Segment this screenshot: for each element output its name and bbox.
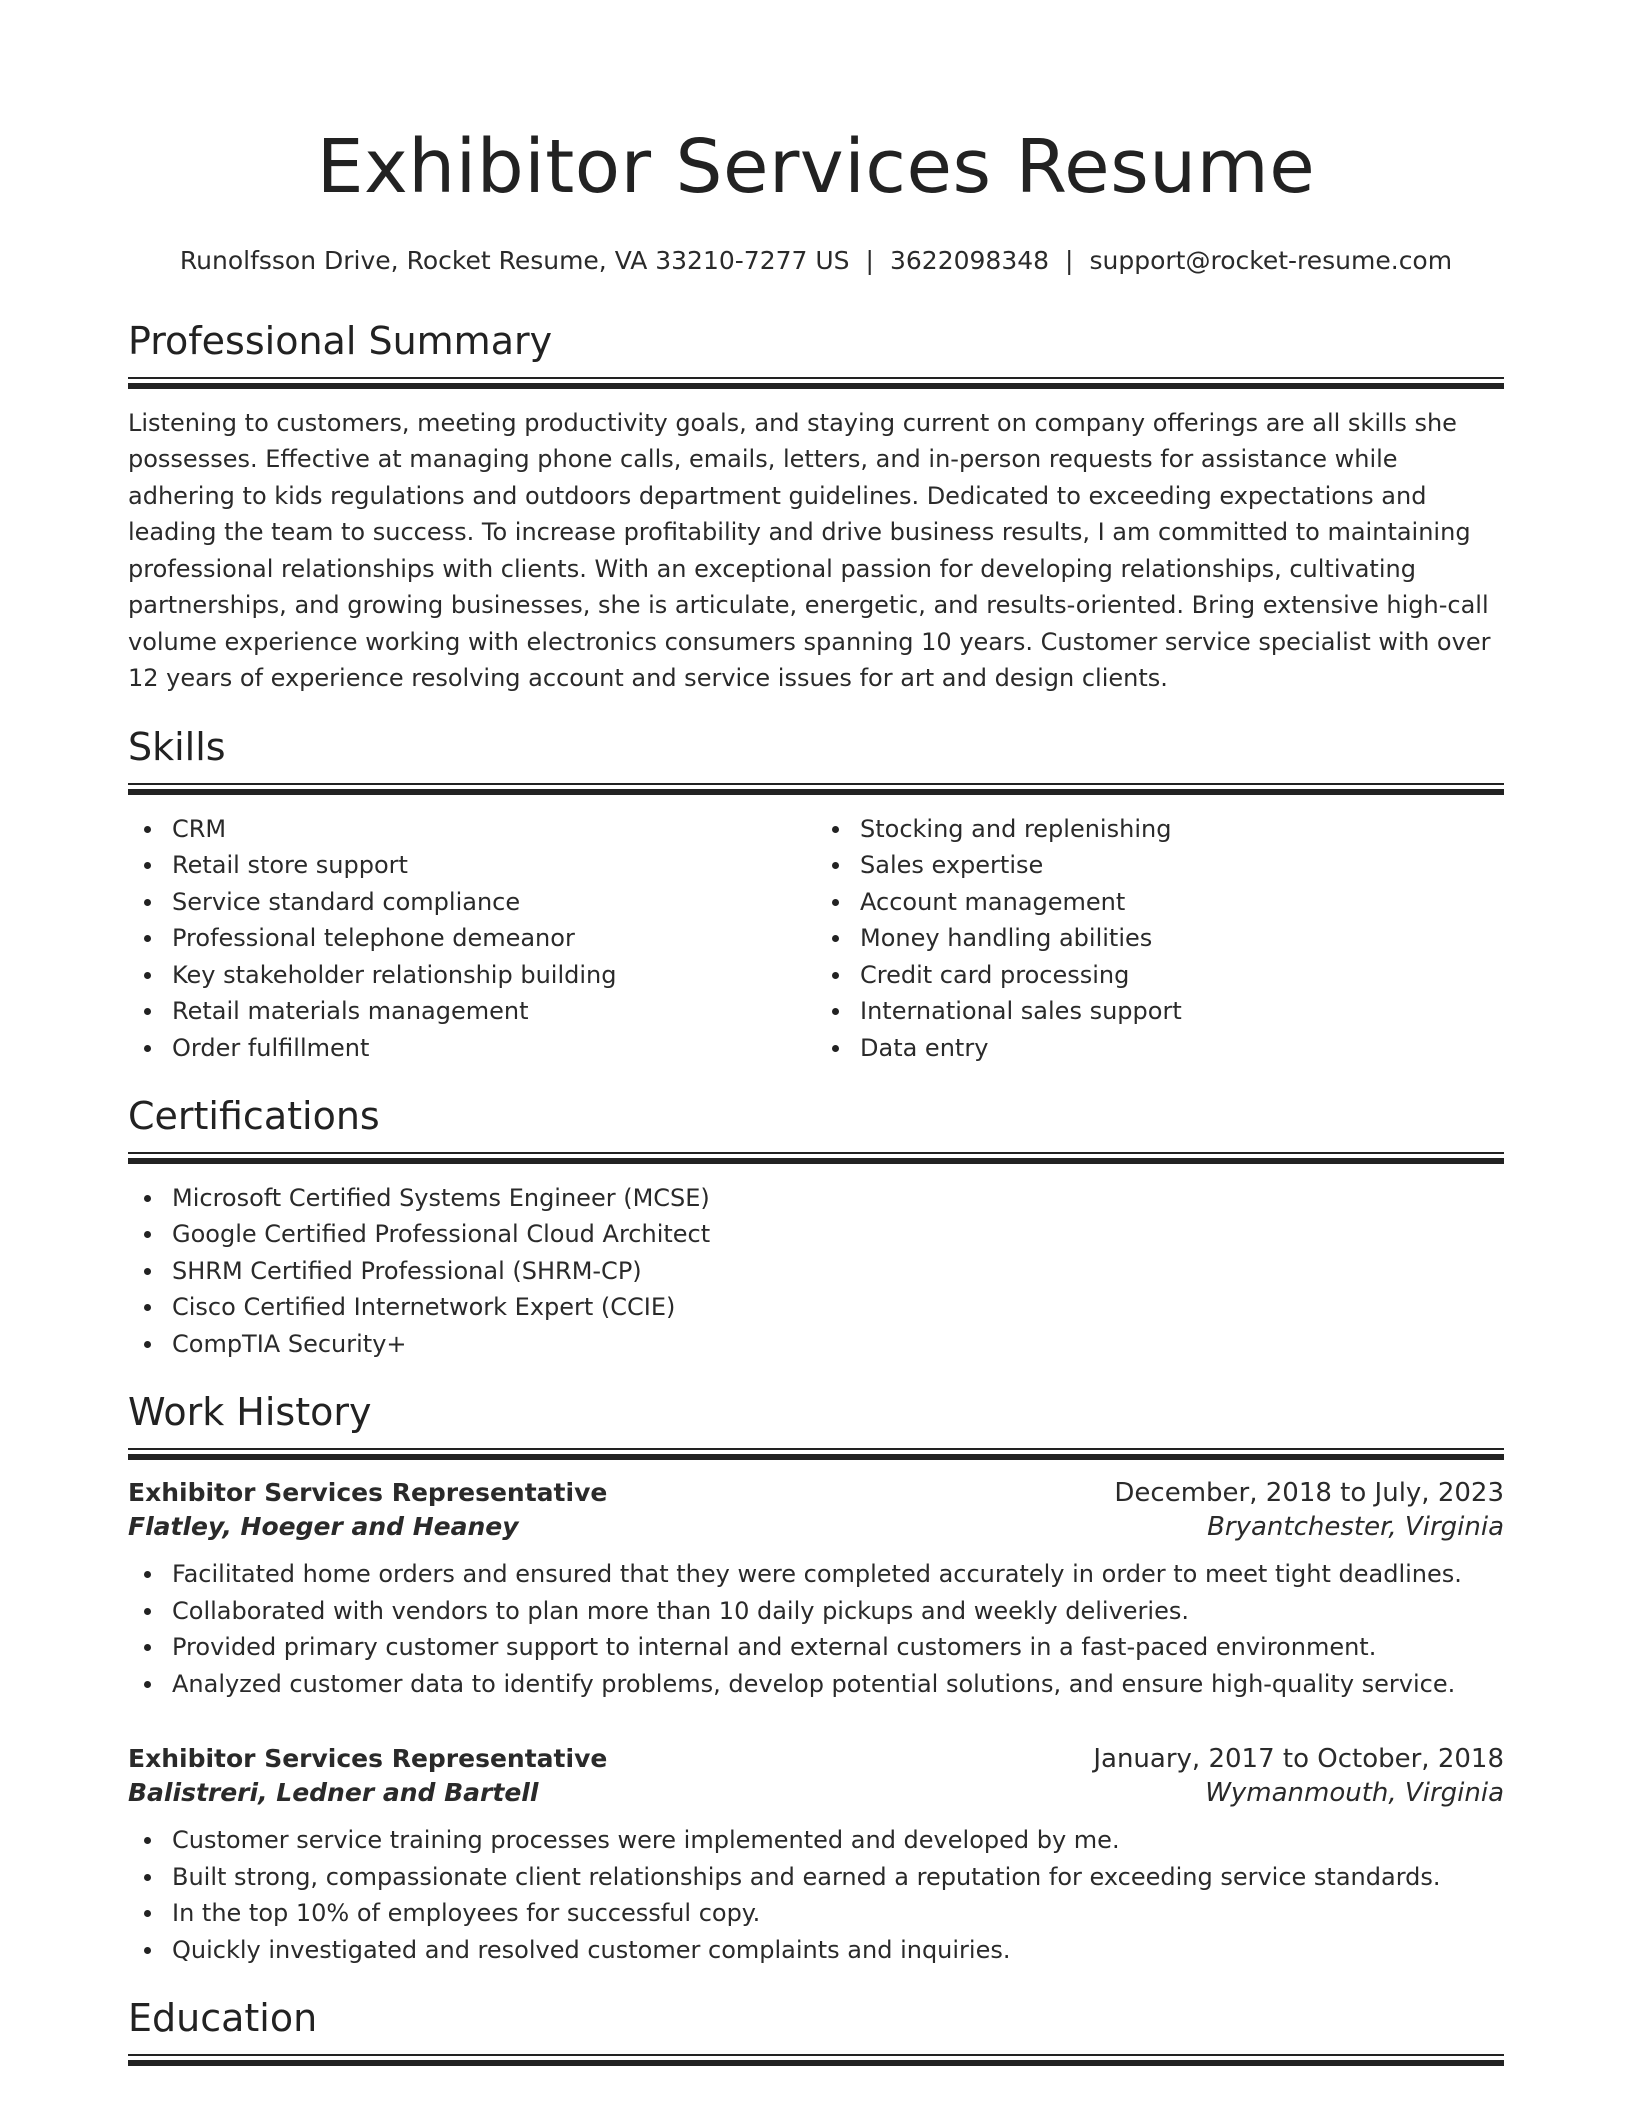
skills-list-left: [128, 811, 816, 1067]
certification-item: Google Certified Professional Cloud Architect: [172, 1216, 1504, 1253]
job-header-row: [128, 1744, 1504, 1774]
education-heading: Education: [128, 1996, 318, 2041]
contact-phone: 3622098348: [889, 246, 1050, 275]
job-dates: January, 2017 to October, 2018: [1093, 1744, 1504, 1775]
skill-item: CRM: [172, 811, 816, 848]
certification-item: Cisco Certified Internetwork Expert (CCIE): [172, 1289, 1504, 1326]
skill-item: Money handling abilities: [860, 920, 1504, 957]
job-bullet: Facilitated home orders and ensured that they were completed accurately in order to meet tight deadlines.: [172, 1556, 1504, 1593]
contact-line: [128, 246, 1504, 275]
skill-item: Retail materials management: [172, 993, 816, 1030]
work-history-section: [128, 1392, 1504, 1968]
job-bullet: Provided primary customer support to internal and external customers in a fast-paced environment.: [172, 1629, 1504, 1666]
skill-item: Account management: [860, 884, 1504, 921]
resume-title: Exhibitor Services Resume: [316, 124, 1316, 210]
job-bullet: Built strong, compassionate client relationships and earned a reputation for exceeding service standards.: [172, 1859, 1504, 1896]
skill-item: Credit card processing: [860, 957, 1504, 994]
skill-item: Professional telephone demeanor: [172, 920, 816, 957]
job-location: Wymanmouth, Virginia: [1205, 1778, 1504, 1809]
contact-separator: |: [1065, 246, 1074, 275]
job-dates: December, 2018 to July, 2023: [1114, 1478, 1504, 1509]
certification-item: Microsoft Certified Systems Engineer (MCSE): [172, 1180, 1504, 1217]
job-header-row: [128, 1478, 1504, 1508]
job-entry: [128, 1478, 1504, 1702]
certifications-section: [128, 1096, 1504, 1362]
skills-list-right: [816, 811, 1504, 1067]
job-location: Bryantchester, Virginia: [1207, 1512, 1504, 1543]
job-title: Exhibitor Services Representative: [128, 1478, 608, 1508]
skill-item: Data entry: [860, 1030, 1504, 1067]
section-divider: [128, 1152, 1504, 1164]
skill-item: International sales support: [860, 993, 1504, 1030]
section-divider: [128, 1448, 1504, 1460]
job-company-row: [128, 1512, 1504, 1542]
certifications-list: [128, 1180, 1504, 1363]
section-divider: [128, 783, 1504, 795]
skills-section: [128, 724, 1504, 1066]
job-bullet: Customer service training processes were implemented and developed by me.: [172, 1822, 1504, 1859]
skills-column-left: [128, 811, 816, 1067]
job-company-row: [128, 1778, 1504, 1808]
job-title: Exhibitor Services Representative: [128, 1744, 608, 1774]
job-company: Balistreri, Ledner and Bartell: [128, 1778, 539, 1808]
skills-heading: Skills: [128, 724, 226, 769]
skill-item: Order fulfillment: [172, 1030, 816, 1067]
skill-item: Service standard compliance: [172, 884, 816, 921]
certification-item: CompTIA Security+: [172, 1326, 1504, 1363]
summary-section: [128, 321, 1504, 697]
skills-column-right: [816, 811, 1504, 1067]
contact-email: support@rocket-resume.com: [1089, 246, 1453, 275]
job-company: Flatley, Hoeger and Heaney: [128, 1512, 519, 1542]
section-divider: [128, 2054, 1504, 2066]
contact-separator: |: [865, 246, 874, 275]
section-divider: [128, 377, 1504, 389]
skill-item: Sales expertise: [860, 847, 1504, 884]
job-bullet: Analyzed customer data to identify problems, develop potential solutions, and ensure high-quality service.: [172, 1666, 1504, 1703]
education-section: [128, 1998, 1504, 2066]
skill-item: Stocking and replenishing: [860, 811, 1504, 848]
job-bullets: [128, 1822, 1504, 1968]
job-bullet: In the top 10% of employees for successful copy.: [172, 1895, 1504, 1932]
job-entry: [128, 1744, 1504, 1968]
contact-address: Runolfsson Drive, Rocket Resume, VA 33210-7277 US: [179, 246, 850, 275]
job-bullet: Quickly investigated and resolved customer complaints and inquiries.: [172, 1932, 1504, 1969]
certification-item: SHRM Certified Professional (SHRM-CP): [172, 1253, 1504, 1290]
skill-item: Key stakeholder relationship building: [172, 957, 816, 994]
summary-heading: Professional Summary: [128, 319, 553, 363]
job-bullets: [128, 1556, 1504, 1702]
work-history-heading: Work History: [128, 1390, 372, 1435]
certifications-heading: Certifications: [128, 1094, 380, 1139]
skills-grid: [128, 811, 1504, 1067]
summary-text: Listening to customers, meeting productivity goals, and staying current on company offerings are all skills she possesses. Effective at managing phone calls, emails, letters, and in-person requests for assistance while adhering to kids regulations and outdoors department guidelines. Dedicated to exceeding expectations and leading the team to success. To increase profitability and drive business results, I am committed to maintaining professional relationships with clients. With an exceptional passion for developing relationships, cultivating partnerships, and growing businesses, she is articulate, energetic, and results-oriented. Bring extensive high-call volume experience working with electronics consumers spanning 10 years. Customer service specialist with over 12 years of experience resolving account and service issues for art and design clients.: [128, 408, 1491, 693]
job-bullet: Collaborated with vendors to plan more than 10 daily pickups and weekly deliveries.: [172, 1593, 1504, 1630]
skill-item: Retail store support: [172, 847, 816, 884]
